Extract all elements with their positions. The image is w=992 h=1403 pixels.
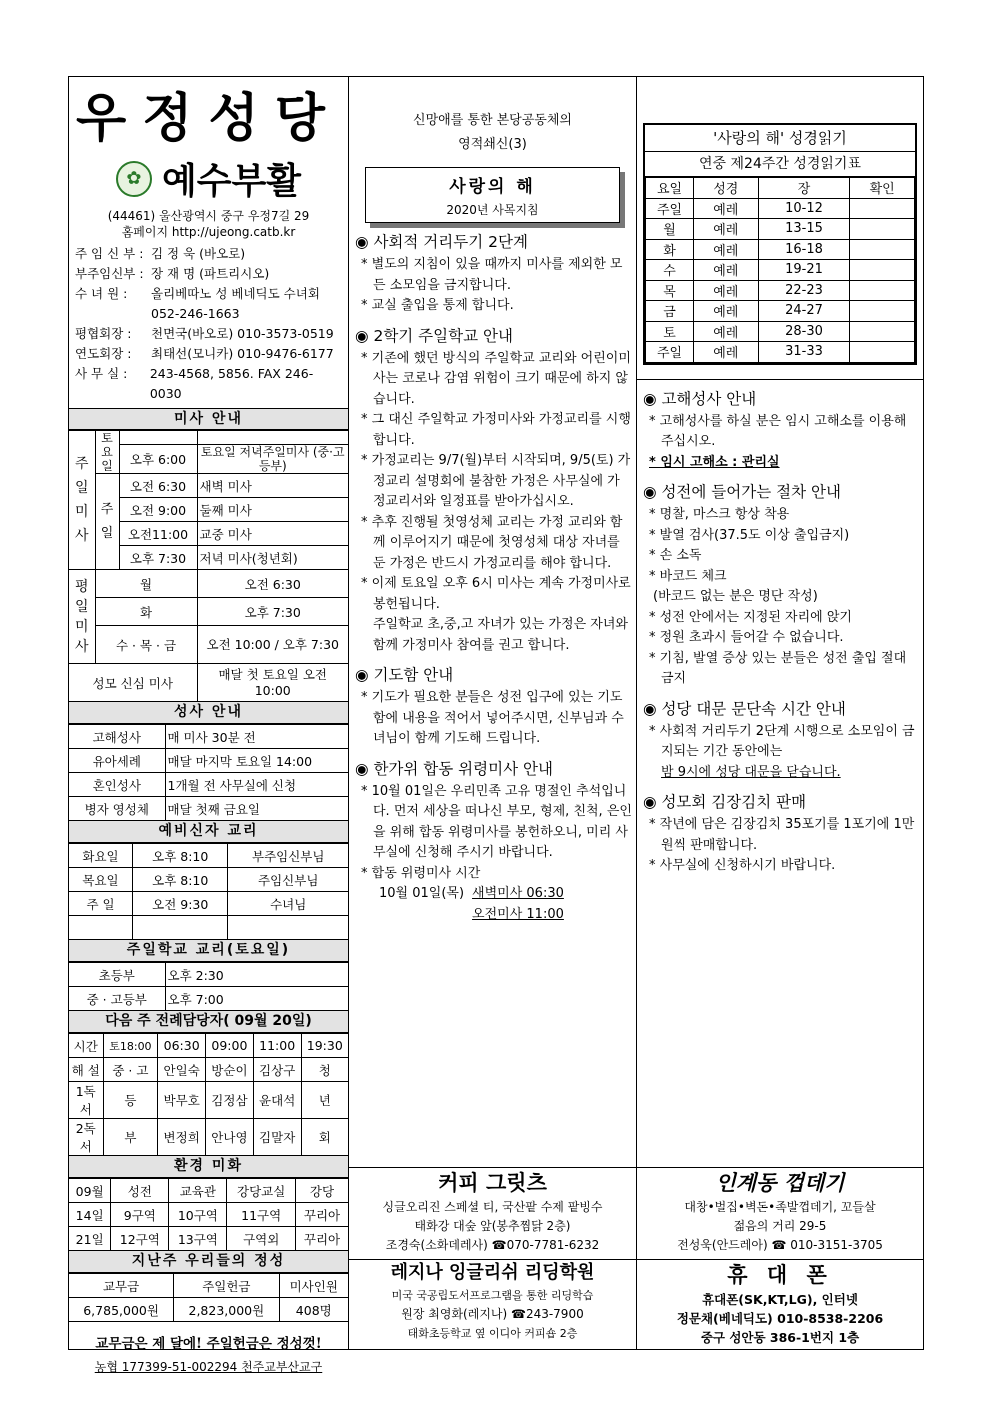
ad-line: 대창•벌집•벽돈•족발껍데기, 꼬들살 xyxy=(684,1200,876,1214)
env-cell: 9구역 xyxy=(111,1203,169,1227)
ad-line: 태화초등학교 옆 이디아 커피숍 2층 xyxy=(407,1327,578,1340)
weekday-day: 화 xyxy=(95,598,197,626)
notice-line: * 기침, 발열 증상 있는 분들은 성전 출입 절대 금지 xyxy=(649,650,907,686)
memorial-mass-2: 오전미사 11:00 xyxy=(472,906,564,922)
sacrament-info: 매달 마지막 토요일 14:00 xyxy=(165,749,348,773)
liturgy-header: 토18:00 xyxy=(103,1034,158,1058)
sunday-label: 주일 xyxy=(95,474,119,570)
bulletin-page xyxy=(68,76,924,1374)
reading-chapters: 10-12 xyxy=(758,198,850,219)
liturgy-cell: 박무호 xyxy=(158,1082,206,1119)
notice-prayer-box xyxy=(349,664,636,750)
reading-day: 화 xyxy=(646,239,694,260)
staff-label: 부주임신부 : xyxy=(75,266,144,281)
liturgy-cell: 1독서 xyxy=(69,1082,103,1119)
weekday-mass-label: 평일미사 xyxy=(69,570,95,664)
mass-title: 미사 안내 xyxy=(69,408,348,430)
ad-academy xyxy=(349,1259,636,1349)
notice-line: * 기도가 필요한 분들은 성전 입구에 있는 기도함에 내용을 적어서 넣어주시면, 신부님과 수녀님이 함께 기도해 드립니다. xyxy=(361,690,624,746)
liturgy-header: 09:00 xyxy=(206,1034,254,1058)
notice-entry-procedure xyxy=(637,481,923,690)
reading-header: 확인 xyxy=(850,178,915,199)
left-column xyxy=(69,77,349,1374)
env-cell: 10구역 xyxy=(169,1203,227,1227)
offering-header: 주일헌금 xyxy=(174,1274,279,1298)
mass-desc: 둘째 미사 xyxy=(197,498,348,522)
notice-line: * 그 대신 주일학교 가정미사와 가정교리를 시행합니다. xyxy=(361,412,631,448)
weekday-time: 오후 7:30 xyxy=(197,598,348,626)
liturgy-header: 11:00 xyxy=(253,1034,301,1058)
notice-line: * 작년에 담은 김장김치 35포기를 1포기에 1만원씩 판매합니다. xyxy=(649,817,915,853)
env-header: 강당 xyxy=(296,1179,349,1203)
reading-check[interactable] xyxy=(850,342,915,363)
liturgy-cell: 김상구 xyxy=(253,1058,301,1082)
catechumen-teacher: 수녀님 xyxy=(228,892,348,916)
reading-check[interactable] xyxy=(850,239,915,260)
offering-value: 2,823,000원 xyxy=(174,1298,279,1322)
reading-header: 요일 xyxy=(646,178,694,199)
mass-time: 오전 9:00 xyxy=(119,498,197,522)
reading-book: 예레 xyxy=(694,280,759,301)
notice-title: ◉ 기도함 안내 xyxy=(355,666,454,684)
reading-check[interactable] xyxy=(850,198,915,219)
weekday-time: 오전 6:30 xyxy=(197,570,348,598)
liturgy-cell: 등 xyxy=(103,1082,158,1119)
liturgy-cell: 회 xyxy=(301,1119,348,1156)
reading-day: 목 xyxy=(646,280,694,301)
reading-check[interactable] xyxy=(850,260,915,281)
notice-line: * 가정교리는 9/7(월)부터 시작되며, 9/5(토) 가정교리 설명회에 불참한 가정은 사무실에 가정교리서와 일정표를 받아가십시오. xyxy=(361,453,631,509)
marian-mass-label: 성모 신심 미사 xyxy=(69,664,197,702)
sat-time: 오후 6:00 xyxy=(119,445,197,474)
sacrament-info: 매달 첫째 금요일 xyxy=(165,797,348,821)
catechumen-day: 주 일 xyxy=(69,892,133,916)
reading-header: 성경 xyxy=(694,178,759,199)
ad-name: 커피 그릿츠 xyxy=(438,1170,547,1195)
reading-book: 예레 xyxy=(694,301,759,322)
pastoral-box xyxy=(365,167,620,223)
notice-line: * 별도의 지침이 있을 때까지 미사를 제외한 모든 소모임을 금지합니다. xyxy=(361,257,623,293)
mass-table xyxy=(69,430,348,702)
church-name: 우정성당 xyxy=(76,88,341,149)
notice-line: * 10월 01일은 우리민족 고유 명절인 추석입니다. 먼저 세상을 떠나신 부모, 형제, 친척, 은인을 위해 합동 위령미사를 봉헌하오니, 미리 사무실에 신청해 주시기 바랍니다. xyxy=(361,783,632,860)
liturgy-cell: 안나영 xyxy=(206,1119,254,1156)
reading-book: 예레 xyxy=(694,219,759,240)
liturgy-cell: 윤대석 xyxy=(253,1082,301,1119)
liturgy-header: 19:30 xyxy=(301,1034,348,1058)
reading-chapters: 28-30 xyxy=(758,321,850,342)
mass-time: 오전 6:30 xyxy=(119,474,197,498)
notice-line: (바코드 없는 분은 명단 작성) xyxy=(653,589,818,604)
sunday-school-title: 주일학교 교리(토요일) xyxy=(69,940,348,962)
notice-title: ◉ 사회적 거리두기 2단계 xyxy=(355,233,528,251)
staff-label: 주 임 신 부 : xyxy=(75,246,144,261)
reading-check[interactable] xyxy=(850,301,915,322)
ad-line: 휴대폰(SK,KT,LG), 인터넷 xyxy=(702,1292,858,1307)
env-cell: 14일 xyxy=(69,1203,111,1227)
reading-book: 예레 xyxy=(694,321,759,342)
offering-title: 지난주 우리들의 정성 xyxy=(69,1251,348,1273)
ad-line: 전성욱(안드레아) ☎ 010-3151-3705 xyxy=(677,1238,883,1252)
offering-header: 미사인원 xyxy=(279,1274,348,1298)
notice-line: * 성전 안에서는 지정된 자리에 앉기 xyxy=(649,609,852,625)
confession-location: * 임시 고해소 : 관리실 xyxy=(649,454,780,470)
catechumen-teacher: 주임신부님 xyxy=(228,868,348,892)
ad-line: 정문채(베네딕도) 010-8538-2206 xyxy=(676,1311,884,1326)
notice-line: * 기존에 했던 방식의 주일학교 교리와 어린이미사는 코로나 감염 위험이 크기 때문에 하지 않습니다. xyxy=(361,350,631,407)
reading-chapters: 13-15 xyxy=(758,219,850,240)
reading-check[interactable] xyxy=(850,219,915,240)
season-row xyxy=(69,153,348,204)
ad-phone xyxy=(637,1259,923,1349)
reading-day: 주일 xyxy=(646,342,694,363)
ad-line: 젊음의 거리 29-5 xyxy=(733,1219,827,1233)
notice-line: * 사무실에 신청하시기 바랍니다. xyxy=(649,858,836,873)
reading-header: 장 xyxy=(758,178,850,199)
staff-label xyxy=(75,304,151,324)
season-title: 예수부활 xyxy=(161,160,302,202)
liturgy-cell: 부 xyxy=(103,1119,158,1156)
staff-value: 243-4568, 5856. FAX 246-0030 xyxy=(149,366,314,401)
staff-list xyxy=(69,240,348,408)
homepage-link[interactable]: 홈페이지 http://ujeong.catb.kr xyxy=(121,225,296,239)
theme-line-1: 신망애를 통한 본당공동체의 xyxy=(413,113,572,128)
notice-line: * 발열 검사(37.5도 이상 출입금지) xyxy=(649,527,850,543)
staff-value: 올리베따노 성 베네딕도 수녀회 xyxy=(151,286,320,301)
mass-desc: 저녁 미사(청년회) xyxy=(197,546,348,570)
memorial-sub: * 합동 위령미사 시간 xyxy=(361,865,481,881)
memorial-mass-1: 새벽미사 06:30 xyxy=(472,886,564,901)
school-grade: 초등부 xyxy=(69,963,165,987)
env-header: 09월 xyxy=(69,1179,111,1203)
gate-close-time: 밤 9시에 성당 대문을 닫습니다. xyxy=(661,764,841,780)
offering-value: 408명 xyxy=(279,1298,348,1322)
weekday-day: 수 · 목 · 금 xyxy=(95,626,197,664)
env-cell: 꾸리아 xyxy=(296,1203,349,1227)
ad-coffee xyxy=(349,1167,636,1259)
mass-time: 오전11:00 xyxy=(119,522,197,546)
catechumen-title: 예비신자 교리 xyxy=(69,821,348,843)
ad-line: 중구 성안동 386-1번지 1층 xyxy=(700,1330,860,1345)
reading-check[interactable] xyxy=(850,321,915,342)
notice-sunday-school xyxy=(349,325,636,657)
notice-line: * 추후 진행될 첫영성체 교리는 가정 교리와 함께 이루어지기 때문에 첫영성체 대상 자녀를 둔 가정은 반드시 가정교리를 해야 합니다. xyxy=(361,514,623,571)
offering-table xyxy=(69,1273,348,1322)
staff-label: 사 무 실 : xyxy=(75,366,128,381)
staff-value: 장 재 명 (파트리시오) xyxy=(151,266,270,281)
weekday-day: 월 xyxy=(95,570,197,598)
sacrament-table xyxy=(69,724,348,821)
notice-line: * 바코드 체크 xyxy=(649,568,727,584)
notice-line: 주일학교 초,중,고 자녀가 있는 가정은 자녀와 함께 가정미사 참여를 권고 합니다. xyxy=(373,617,628,653)
reading-book: 예레 xyxy=(694,342,759,363)
notice-confession xyxy=(637,388,923,474)
parish-logo-icon: ✿ xyxy=(116,161,152,197)
bible-reading-box xyxy=(643,123,917,365)
env-cell: 12구역 xyxy=(111,1227,169,1251)
env-cell: 11구역 xyxy=(227,1203,296,1227)
staff-label: 평협회장 : xyxy=(75,326,132,341)
notice-line: * 고해성사를 하실 분은 임시 고해소를 이용해 주십시오. xyxy=(649,413,907,449)
reading-day: 월 xyxy=(646,219,694,240)
catechumen-day: 화요일 xyxy=(69,844,133,868)
sacrament-title: 성사 안내 xyxy=(69,702,348,724)
env-title: 환경 미화 xyxy=(69,1156,348,1178)
ad-name: 레지나 잉글리쉬 리딩학원 xyxy=(390,1262,595,1283)
reading-chapters: 22-23 xyxy=(758,280,850,301)
notice-line: * 정원 초과시 들어갈 수 없습니다. xyxy=(649,630,844,645)
sacrament-name: 병자 영성체 xyxy=(69,797,165,821)
sunday-mass-label: 주일미사 xyxy=(69,431,95,570)
church-address: (44461) 울산광역시 중구 우정7길 29 xyxy=(107,209,310,223)
ad-restaurant xyxy=(637,1167,923,1259)
liturgy-cell: 년 xyxy=(301,1082,348,1119)
liturgy-cell: 안일숙 xyxy=(158,1058,206,1082)
theme-line-2: 영적쇄신(3) xyxy=(458,137,527,152)
liturgy-cell: 해 설 xyxy=(69,1058,103,1082)
notice-kimchi xyxy=(637,791,923,877)
catechumen-time: 오후 8:10 xyxy=(133,868,228,892)
staff-label: 수 녀 원 : xyxy=(75,286,128,301)
sacrament-name: 고해성사 xyxy=(69,725,165,749)
reading-day: 토 xyxy=(646,321,694,342)
notice-title: ◉ 성전에 들어가는 절차 안내 xyxy=(643,483,841,501)
pastoral-subtitle: 2020년 사목지침 xyxy=(446,203,539,217)
env-cell: 구역외 xyxy=(227,1227,296,1251)
memorial-date: 10월 01일(목) xyxy=(379,886,465,901)
school-time: 오후 7:00 xyxy=(165,987,348,1011)
catechumen-table xyxy=(69,843,348,940)
sacrament-name: 혼인성사 xyxy=(69,773,165,797)
catechumen-time: 오전 9:30 xyxy=(133,892,228,916)
staff-value: 김 정 욱 (바오로) xyxy=(151,246,246,261)
sacrament-name: 유아세례 xyxy=(69,749,165,773)
liturgy-cell: 2독서 xyxy=(69,1119,103,1156)
liturgy-cell: 김정삼 xyxy=(206,1082,254,1119)
ad-line: 싱글오리진 스페셜 티, 국산팥 수제 팥빙수 xyxy=(382,1200,603,1214)
reading-book: 예레 xyxy=(694,239,759,260)
reading-book: 예레 xyxy=(694,260,759,281)
mass-desc: 새벽 미사 xyxy=(197,474,348,498)
env-cell: 21일 xyxy=(69,1227,111,1251)
reading-subtitle: 연중 제24주간 성경읽기표 xyxy=(645,152,915,177)
reading-day: 금 xyxy=(646,301,694,322)
ad-line: 태화강 대숲 앞(봉추찜닭 2층) xyxy=(414,1219,571,1233)
catechumen-day: 목요일 xyxy=(69,868,133,892)
env-header: 교육관 xyxy=(169,1179,227,1203)
mass-time: 오후 7:30 xyxy=(119,546,197,570)
reading-table xyxy=(645,177,915,363)
staff-value: 최태선(모니카) 010-9476-6177 xyxy=(151,346,334,361)
weekday-time: 오전 10:00 / 오후 7:30 xyxy=(197,626,348,664)
notice-line: * 사회적 거리두기 2단계 시행으로 소모임이 금지되는 기간 동안에는 xyxy=(649,723,915,759)
ad-name: 휴 대 폰 xyxy=(727,1262,833,1287)
liturgy-title: 다음 주 전례담당자( 09월 20일) xyxy=(69,1011,348,1033)
env-header: 강당교실 xyxy=(227,1179,296,1203)
liturgy-cell: 중 · 고 xyxy=(103,1058,158,1082)
reading-book: 예레 xyxy=(694,198,759,219)
staff-value: 천면국(바오로) 010-3573-0519 xyxy=(151,326,334,341)
reading-chapters: 24-27 xyxy=(758,301,850,322)
offering-slogan: 교무금은 제 달에! 주일헌금은 정성껏! xyxy=(95,1336,322,1352)
saturday-label: 토요일 xyxy=(95,431,119,474)
offering-value: 6,785,000원 xyxy=(69,1298,174,1322)
offering-header: 교무금 xyxy=(69,1274,174,1298)
middle-column xyxy=(349,77,637,1349)
liturgy-table xyxy=(69,1033,348,1156)
env-table xyxy=(69,1178,348,1251)
env-cell: 꾸리아 xyxy=(296,1227,349,1251)
notice-title: ◉ 2학기 주일학교 안내 xyxy=(355,326,513,345)
mass-desc: 교중 미사 xyxy=(197,522,348,546)
bank-account: 농협 177399-51-002294 천주교부산교구 xyxy=(94,1360,323,1374)
liturgy-header: 06:30 xyxy=(158,1034,206,1058)
notice-line: * 이제 토요일 오후 6시 미사는 계속 가정미사로 봉헌됩니다. xyxy=(361,576,631,612)
ad-line: 미국 국공립도서프로그램을 통한 리딩학습 xyxy=(391,1289,594,1302)
notice-line: * 명찰, 마스크 항상 착용 xyxy=(649,507,790,522)
reading-day: 수 xyxy=(646,260,694,281)
liturgy-cell: 김말자 xyxy=(253,1119,301,1156)
school-grade: 중 · 고등부 xyxy=(69,987,165,1011)
sacrament-info: 1개월 전 사무실에 신청 xyxy=(165,773,348,797)
notice-distancing xyxy=(349,231,636,317)
reading-title: '사랑의 해' 성경읽기 xyxy=(645,125,915,152)
school-time: 오후 2:30 xyxy=(165,963,348,987)
notice-title: ◉ 한가위 합동 위령미사 안내 xyxy=(355,759,553,778)
liturgy-cell: 방순이 xyxy=(206,1058,254,1082)
reading-chapters: 19-21 xyxy=(758,260,850,281)
right-column xyxy=(637,77,923,1349)
reading-day: 주일 xyxy=(646,198,694,219)
reading-chapters: 31-33 xyxy=(758,342,850,363)
ad-line: 조경숙(소화데레사) ☎070-7781-6232 xyxy=(385,1238,600,1252)
sacrament-info: 매 미사 30분 전 xyxy=(165,725,348,749)
sat-desc: 토요일 저녁주일미사 (중·고등부) xyxy=(197,445,348,474)
liturgy-header: 시간 xyxy=(69,1034,103,1058)
notice-title: ◉ 고해성사 안내 xyxy=(643,389,757,408)
notice-line: * 손 소독 xyxy=(649,548,702,563)
staff-value: 052-246-1663 xyxy=(151,306,240,321)
notice-title: ◉ 성모회 김장김치 판매 xyxy=(643,793,807,811)
reading-check[interactable] xyxy=(850,280,915,301)
liturgy-cell: 청 xyxy=(301,1058,348,1082)
reading-chapters: 16-18 xyxy=(758,239,850,260)
notice-gate xyxy=(637,698,923,784)
notice-title: ◉ 성당 대문 문단속 시간 안내 xyxy=(643,699,846,718)
liturgy-cell: 변정희 xyxy=(158,1119,206,1156)
ad-name: 인계동 껍데기 xyxy=(715,1170,845,1195)
notice-memorial-mass xyxy=(349,758,636,926)
sunday-school-table xyxy=(69,962,348,1011)
catechumen-teacher: 부주임신부님 xyxy=(228,844,348,868)
catechumen-time: 오후 8:10 xyxy=(133,844,228,868)
notice-line: * 교실 출입을 통제 합니다. xyxy=(361,298,514,313)
env-header: 성전 xyxy=(111,1179,169,1203)
ad-line: 원장 최영화(레지나) ☎243-7900 xyxy=(401,1307,584,1321)
staff-label: 연도회장 : xyxy=(75,346,132,361)
env-cell: 13구역 xyxy=(169,1227,227,1251)
pastoral-title: 사랑의 해 xyxy=(449,177,536,197)
marian-mass-time: 매달 첫 토요일 오전 10:00 xyxy=(197,664,348,702)
